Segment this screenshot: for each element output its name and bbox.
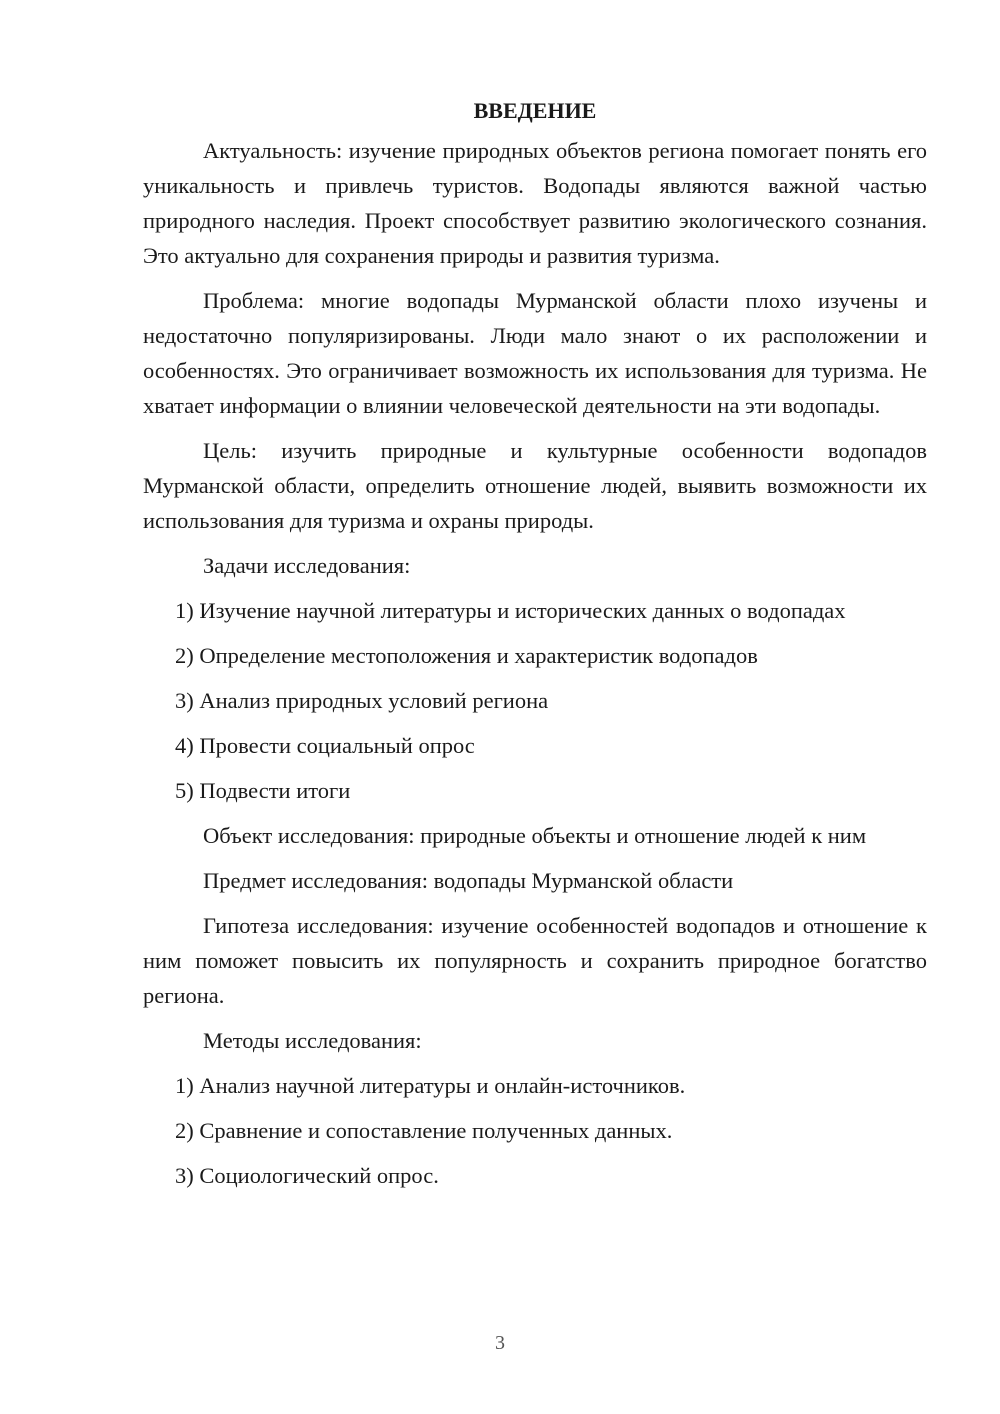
section-heading: ВВЕДЕНИЕ — [473, 98, 597, 123]
method-item: 1) Анализ научной литературы и онлайн-источников. — [175, 1073, 686, 1098]
problem-paragraph: Проблема: многие водопады Мурманской области плохо изучены и недостаточно популяризированы. Люди мало знают о их расположении и особенностях. Это ограничивает возможность их использования для туризма. Не хватает информации о влиянии человеческой деятельности на эти водопады. — [143, 288, 927, 418]
method-item: 3) Социологический опрос. — [175, 1163, 439, 1188]
hypothesis-paragraph: Гипотеза исследования: изучение особенностей водопадов и отношение к ним поможет повысить их популярность и сохранить природное богатство региона. — [143, 913, 927, 1008]
page-content — [143, 93, 927, 1193]
methods-title: Методы исследования: — [203, 1028, 422, 1053]
goal-paragraph: Цель: изучить природные и культурные особенности водопадов Мурманской области, определить отношение людей, выявить возможности их использования для туризма и охраны природы. — [143, 438, 927, 533]
tasks-title: Задачи исследования: — [203, 553, 411, 578]
task-item: 4) Провести социальный опрос — [175, 733, 475, 758]
relevance-paragraph: Актуальность: изучение природных объектов региона помогает понять его уникальность и привлечь туристов. Водопады являются важной частью природного наследия. Проект способствует развитию экологического сознания. Это актуально для сохранения природы и развития туризма. — [143, 138, 927, 268]
subject-paragraph: Предмет исследования: водопады Мурманской области — [203, 868, 734, 893]
task-item: 3) Анализ природных условий региона — [175, 688, 549, 713]
page-number: 3 — [495, 1332, 505, 1354]
method-item: 2) Сравнение и сопоставление полученных данных. — [175, 1118, 673, 1143]
object-paragraph: Объект исследования: природные объекты и отношение людей к ним — [203, 823, 867, 848]
task-item: 2) Определение местоположения и характеристик водопадов — [175, 643, 758, 668]
task-item: 5) Подвести итоги — [175, 778, 351, 803]
task-item: 1) Изучение научной литературы и исторических данных о водопадах — [175, 598, 846, 623]
